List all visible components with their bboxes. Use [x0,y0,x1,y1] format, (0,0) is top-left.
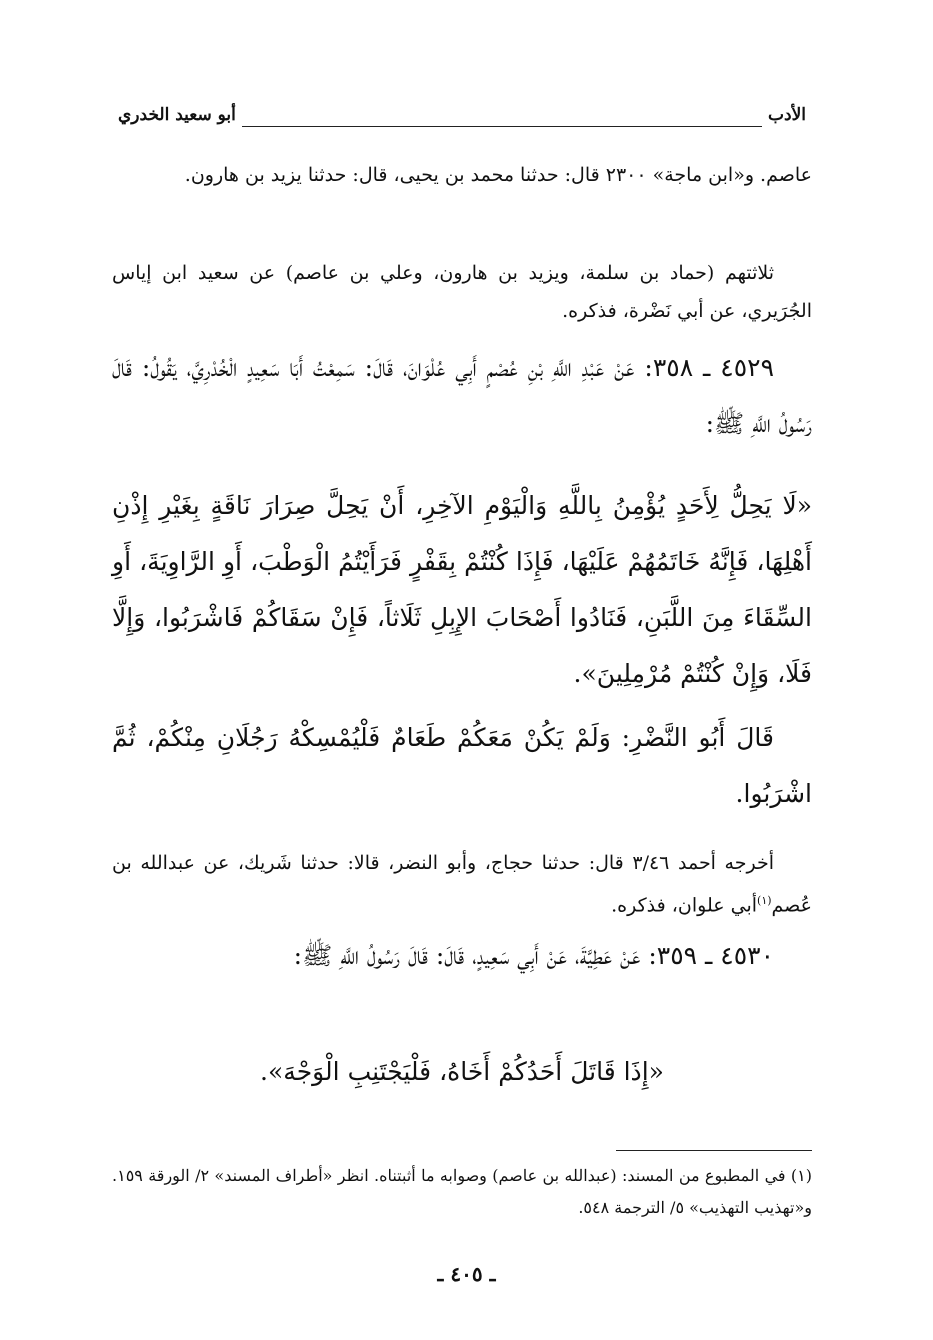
running-header [112,92,812,127]
hadith-4529-text: «لَا يَحِلُّ لِأَحَدٍ يُؤْمِنُ بِاللَّهِ وَالْيَوْمِ الآخِرِ، أَنْ يَحِلَّ صِرَارَ نَاقَةٍ بِغَيْرِ إِذْنِ أَهْلِهَا، فَإِنَّهُ خَاتَمُهُمْ عَلَيْهَا، فَإِذَا كُنْتُمْ بِقَفْرٍ فَرَأَيْتُمُ الْوَطْبَ، أَوِ الرَّاوِيَةَ، أَوِ السِّقَاءَ مِنَ اللَّبَنِ، فَنَادُوا أَصْحَابَ الإِبِلِ ثَلَاثاً، فَإِنْ سَقَاكُمْ فَاشْرَبُوا، وَإِلَّا فَلَا، وَإِنْ كُنْتُمْ مُرْمِلِينَ». [112,491,812,688]
hadith-4530-text: «إِذَا قَاتَلَ أَحَدُكُمْ أَخَاهُ، فَلْيَجْتَنِبِ الْوَجْهَ». [260,1057,664,1086]
takhrij-text: أخرجه أحمد ٣/٤٦ قال: حدثنا حجاج، وأبو النضر، قالا: حدثنا شَريك، عن عبدالله بن عُصم [112,852,812,917]
source-paragraph-2: ثلاثتهم (حماد بن سلمة، ويزيد بن هارون، وعلي بن عاصم) عن سعيد ابن إياس الجُرَيري، عن أبي نَضْرة، فذكره. [112,262,812,322]
footnote-separator [616,1150,812,1151]
hadith-4529-intro: ٤٥٢٩ ـ ٣٥٨: عَنْ عَبْدِ اللَّهِ بْنِ عُصْمٍ أَبِي عُلْوَانَ، قَالَ: سَمِعْتُ أَبَا سَعِيدٍ الْخُدْرِيَّ، يَقُولُ: قَالَ رَسُولُ اللَّهِ ﷺ: [112,353,812,438]
hadith-4530-intro: ٤٥٣٠ ـ ٣٥٩: عَنْ عَطِيَّةَ، عَنْ أَبِي سَعِيدٍ، قَالَ: قَالَ رَسُولُ اللَّهِ ﷺ: [293,941,774,970]
source-paragraph-1: عاصم. و«ابن ماجة» ٢٣٠٠ قال: حدثنا محمد بن يحيى، قال: حدثنا يزيد بن هارون. [184,164,812,186]
takhrij-text-end: أبي علوان، فذكره. [611,894,758,917]
hadith-4529-narrator-note: قَالَ أَبُو النَّضْرِ: وَلَمْ يَكُنْ مَعَكُمْ طَعَامٌ فَلْيُمْسِكْهُ رَجُلَانِ مِنْكُمْ، ثُمَّ اشْرَبُوا. [112,723,812,808]
footnote-1: (١) في المطبوع من المسند: (عبدالله بن عاصم) وصوابه ما أثبتناه. انظر «أطراف المسند» ٢/ الورقة ١٥٩. و«تهذيب التهذيب» ٥/ الترجمة ٥٤٨. [112,1166,813,1217]
header-author-title: أبو سعيد الخدري [112,105,242,127]
footnote-reference-1: (١) [757,894,772,907]
header-section-title: الأدب [762,105,812,127]
page-number: ـ ٤٠٥ ـ [437,1262,496,1286]
takhrij-paragraph [112,844,812,924]
